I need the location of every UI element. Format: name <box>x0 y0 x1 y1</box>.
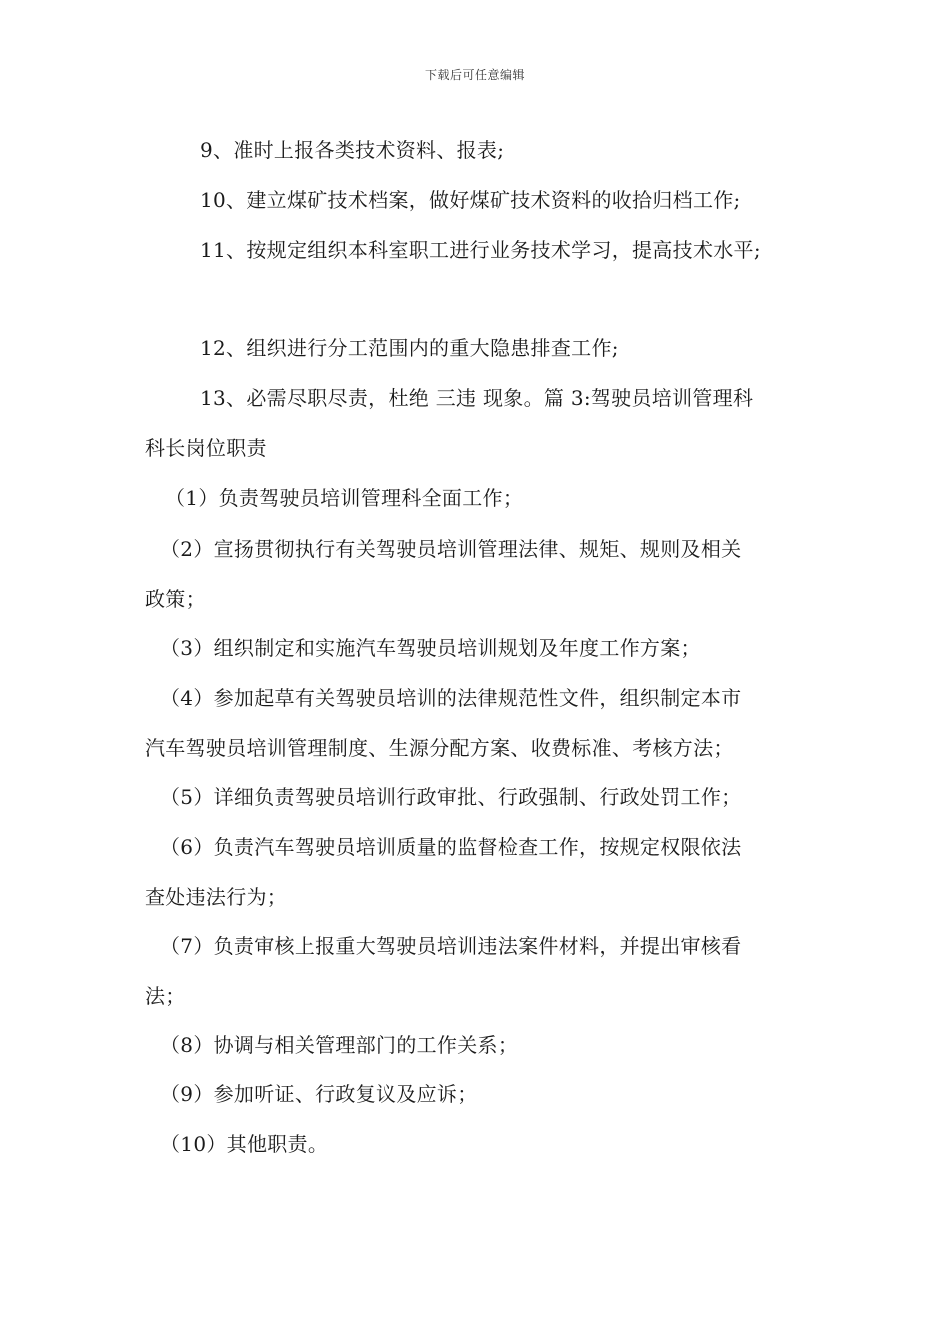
paragraph-line: 科长岗位职责 <box>145 436 267 460</box>
paragraph-line: （4）参加起草有关驾驶员培训的法律规范性文件，组织制定本市 <box>160 686 742 710</box>
page-header: 下载后可任意编辑 <box>424 68 525 82</box>
paragraph-line: 10、建立煤矿技术档案，做好煤矿技术资料的收拾归档工作; <box>200 188 741 212</box>
paragraph-line: （1）负责驾驶员培训管理科全面工作； <box>165 486 524 510</box>
paragraph-line: （6）负责汽车驾驶员培训质量的监督检查工作，按规定权限依法 <box>160 835 742 859</box>
paragraph-line: （5）详细负责驾驶员培训行政审批、行政强制、行政处罚工作； <box>160 785 742 809</box>
paragraph-line: （10）其他职责。 <box>160 1132 329 1156</box>
paragraph-line: 12、组织进行分工范围内的重大隐患排查工作; <box>200 336 619 360</box>
paragraph-line: （8）协调与相关管理部门的工作关系； <box>160 1033 519 1057</box>
paragraph-line: 11、按规定组织本科室职工进行业务技术学习，提高技术水平; <box>200 238 761 262</box>
paragraph-line: 查处违法行为； <box>145 885 288 909</box>
paragraph-line: 9、准时上报各类技术资料、报表; <box>200 138 505 162</box>
paragraph-line: 13、必需尽职尽责，杜绝 三违 现象。篇 3:驾驶员培训管理科 <box>200 386 754 410</box>
paragraph-line: （3）组织制定和实施汽车驾驶员培训规划及年度工作方案； <box>160 636 701 660</box>
paragraph-line: （7）负责审核上报重大驾驶员培训违法案件材料，并提出审核看 <box>160 934 742 958</box>
paragraph-line: 法； <box>145 984 186 1008</box>
paragraph-line: （9）参加听证、行政复议及应诉； <box>160 1082 478 1106</box>
paragraph-line: 政策； <box>145 587 206 611</box>
paragraph-line: 汽车驾驶员培训管理制度、生源分配方案、收费标准、考核方法； <box>145 736 734 760</box>
paragraph-line: （2）宣扬贯彻执行有关驾驶员培训管理法律、规矩、规则及相关 <box>160 537 742 561</box>
